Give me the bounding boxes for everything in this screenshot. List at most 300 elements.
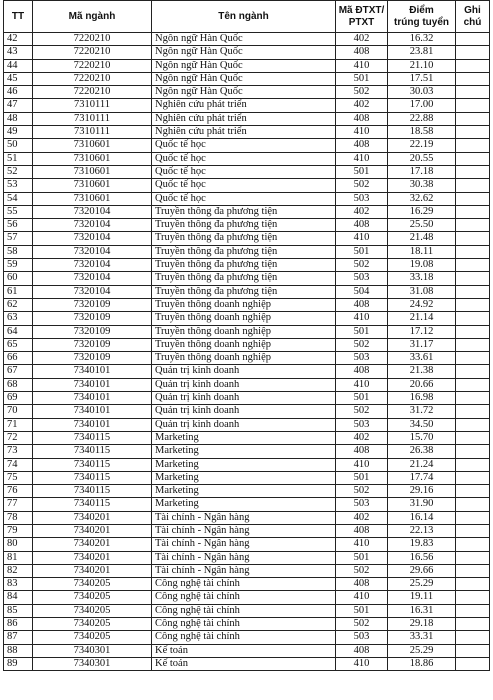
row-diem-cell: 33.18 (388, 272, 456, 285)
row-ten-nganh-cell: Nghiên cứu phát triển (152, 126, 336, 139)
table-row (4, 392, 490, 405)
table-row (4, 112, 490, 125)
row-ma-nganh-cell: 7340115 (33, 431, 152, 444)
row-ma-nganh-cell: 7340115 (33, 485, 152, 498)
row-ghi-chu-cell (456, 179, 490, 192)
row-ten-nganh-cell: Quốc tế học (152, 179, 336, 192)
row-ma-nganh-cell: 7310601 (33, 165, 152, 178)
row-ma-nganh-cell: 7310601 (33, 192, 152, 205)
row-tt-cell: 49 (4, 126, 33, 139)
row-diem-cell: 15.70 (388, 431, 456, 444)
row-ghi-chu-cell (456, 418, 490, 431)
row-ma-dtxt-cell: 503 (336, 418, 388, 431)
row-ghi-chu-cell (456, 219, 490, 232)
row-ma-dtxt-cell: 410 (336, 458, 388, 471)
row-ma-dtxt-cell: 410 (336, 312, 388, 325)
row-ghi-chu-cell (456, 657, 490, 670)
row-ten-nganh-cell: Quốc tế học (152, 152, 336, 165)
row-ghi-chu-cell (456, 112, 490, 125)
table-row (4, 312, 490, 325)
row-diem-cell: 31.17 (388, 338, 456, 351)
row-tt-cell: 85 (4, 604, 33, 617)
header-ghi-chu-line2: chú (463, 16, 482, 28)
table-row (4, 378, 490, 391)
table-row (4, 219, 490, 232)
row-diem-cell: 19.83 (388, 538, 456, 551)
row-ten-nganh-cell: Marketing (152, 498, 336, 511)
row-diem-cell: 22.88 (388, 112, 456, 125)
row-ten-nganh-cell: Tài chính - Ngân hàng (152, 538, 336, 551)
table-row (4, 471, 490, 484)
row-ma-nganh-cell: 7310601 (33, 179, 152, 192)
row-ghi-chu-cell (456, 378, 490, 391)
row-ma-dtxt-cell: 504 (336, 285, 388, 298)
row-tt-cell: 80 (4, 538, 33, 551)
row-tt-cell: 60 (4, 272, 33, 285)
row-tt-cell: 81 (4, 551, 33, 564)
row-tt-cell: 89 (4, 657, 33, 670)
row-ma-dtxt-cell: 501 (336, 325, 388, 338)
row-ma-dtxt-cell: 408 (336, 46, 388, 59)
row-ma-dtxt-cell: 502 (336, 86, 388, 99)
row-ma-dtxt-cell: 501 (336, 165, 388, 178)
row-diem-cell: 19.08 (388, 259, 456, 272)
table-row (4, 325, 490, 338)
row-ten-nganh-cell: Truyền thông doanh nghiệp (152, 312, 336, 325)
header-ten-nganh: Tên ngành (152, 1, 336, 33)
row-ma-nganh-cell: 7340205 (33, 591, 152, 604)
table-row (4, 604, 490, 617)
row-ma-dtxt-cell: 410 (336, 657, 388, 670)
row-diem-cell: 18.11 (388, 245, 456, 258)
row-ghi-chu-cell (456, 152, 490, 165)
row-ma-dtxt-cell: 402 (336, 33, 388, 46)
row-ma-dtxt-cell: 402 (336, 99, 388, 112)
row-ma-dtxt-cell: 410 (336, 591, 388, 604)
row-ma-dtxt-cell: 501 (336, 604, 388, 617)
row-ten-nganh-cell: Tài chính - Ngân hàng (152, 511, 336, 524)
row-ghi-chu-cell (456, 86, 490, 99)
row-ma-nganh-cell: 7340201 (33, 538, 152, 551)
row-ten-nganh-cell: Truyền thông doanh nghiệp (152, 338, 336, 351)
table-row (4, 564, 490, 577)
row-tt-cell: 61 (4, 285, 33, 298)
row-ma-dtxt-cell: 408 (336, 365, 388, 378)
row-ghi-chu-cell (456, 245, 490, 258)
row-ten-nganh-cell: Quản trị kinh doanh (152, 405, 336, 418)
row-diem-cell: 34.50 (388, 418, 456, 431)
row-ten-nganh-cell: Công nghệ tài chính (152, 604, 336, 617)
table-row (4, 644, 490, 657)
row-ma-dtxt-cell: 410 (336, 378, 388, 391)
row-diem-cell: 21.10 (388, 59, 456, 72)
row-ma-nganh-cell: 7310111 (33, 112, 152, 125)
table-row (4, 551, 490, 564)
row-ma-dtxt-cell: 503 (336, 631, 388, 644)
admission-scores-table (3, 0, 490, 671)
row-ghi-chu-cell (456, 458, 490, 471)
row-ghi-chu-cell (456, 445, 490, 458)
row-ma-dtxt-cell: 408 (336, 139, 388, 152)
row-ma-dtxt-cell: 402 (336, 431, 388, 444)
row-ghi-chu-cell (456, 205, 490, 218)
row-tt-cell: 47 (4, 99, 33, 112)
row-tt-cell: 75 (4, 471, 33, 484)
row-ghi-chu-cell (456, 325, 490, 338)
row-ten-nganh-cell: Ngôn ngữ Hàn Quốc (152, 72, 336, 85)
row-ma-dtxt-cell: 502 (336, 564, 388, 577)
row-ma-nganh-cell: 7340101 (33, 405, 152, 418)
table-row (4, 33, 490, 46)
table-row (4, 165, 490, 178)
row-ghi-chu-cell (456, 591, 490, 604)
row-ten-nganh-cell: Quản trị kinh doanh (152, 378, 336, 391)
table-row (4, 245, 490, 258)
row-diem-cell: 17.74 (388, 471, 456, 484)
row-diem-cell: 22.13 (388, 524, 456, 537)
row-diem-cell: 21.24 (388, 458, 456, 471)
row-tt-cell: 45 (4, 72, 33, 85)
row-tt-cell: 86 (4, 618, 33, 631)
row-ghi-chu-cell (456, 352, 490, 365)
row-ten-nganh-cell: Kế toán (152, 657, 336, 670)
table-row (4, 365, 490, 378)
row-ghi-chu-cell (456, 285, 490, 298)
row-diem-cell: 21.38 (388, 365, 456, 378)
row-ma-dtxt-cell: 502 (336, 485, 388, 498)
admission-scores-sheet (3, 0, 489, 671)
row-ghi-chu-cell (456, 524, 490, 537)
row-ghi-chu-cell (456, 578, 490, 591)
row-ma-nganh-cell: 7340101 (33, 378, 152, 391)
row-ten-nganh-cell: Công nghệ tài chính (152, 591, 336, 604)
row-diem-cell: 26.38 (388, 445, 456, 458)
row-ma-dtxt-cell: 501 (336, 72, 388, 85)
table-row (4, 431, 490, 444)
row-ten-nganh-cell: Quản trị kinh doanh (152, 418, 336, 431)
row-diem-cell: 18.86 (388, 657, 456, 670)
row-tt-cell: 87 (4, 631, 33, 644)
table-row (4, 126, 490, 139)
row-ghi-chu-cell (456, 511, 490, 524)
row-diem-cell: 18.58 (388, 126, 456, 139)
row-ma-dtxt-cell: 502 (336, 405, 388, 418)
row-ma-dtxt-cell: 408 (336, 219, 388, 232)
row-diem-cell: 17.00 (388, 99, 456, 112)
row-diem-cell: 31.90 (388, 498, 456, 511)
row-tt-cell: 66 (4, 352, 33, 365)
row-ma-dtxt-cell: 502 (336, 618, 388, 631)
row-diem-cell: 25.50 (388, 219, 456, 232)
row-ghi-chu-cell (456, 46, 490, 59)
row-tt-cell: 69 (4, 392, 33, 405)
row-ghi-chu-cell (456, 564, 490, 577)
row-tt-cell: 78 (4, 511, 33, 524)
table-row (4, 591, 490, 604)
row-ma-dtxt-cell: 501 (336, 245, 388, 258)
row-tt-cell: 64 (4, 325, 33, 338)
row-ghi-chu-cell (456, 165, 490, 178)
row-ten-nganh-cell: Công nghệ tài chính (152, 578, 336, 591)
row-ghi-chu-cell (456, 485, 490, 498)
row-ma-nganh-cell: 7340201 (33, 551, 152, 564)
row-ma-nganh-cell: 7340101 (33, 418, 152, 431)
row-ghi-chu-cell (456, 312, 490, 325)
row-tt-cell: 84 (4, 591, 33, 604)
row-ten-nganh-cell: Truyền thông đa phương tiện (152, 205, 336, 218)
row-tt-cell: 56 (4, 219, 33, 232)
row-ma-dtxt-cell: 408 (336, 445, 388, 458)
row-ten-nganh-cell: Kế toán (152, 644, 336, 657)
table-row (4, 46, 490, 59)
row-tt-cell: 54 (4, 192, 33, 205)
table-row (4, 99, 490, 112)
table-row (4, 511, 490, 524)
row-ghi-chu-cell (456, 431, 490, 444)
row-tt-cell: 68 (4, 378, 33, 391)
row-ma-nganh-cell: 7340115 (33, 498, 152, 511)
row-ghi-chu-cell (456, 618, 490, 631)
table-row (4, 152, 490, 165)
row-ten-nganh-cell: Truyền thông đa phương tiện (152, 259, 336, 272)
row-ten-nganh-cell: Truyền thông đa phương tiện (152, 272, 336, 285)
row-ma-nganh-cell: 7340201 (33, 524, 152, 537)
row-ma-nganh-cell: 7340201 (33, 511, 152, 524)
row-tt-cell: 52 (4, 165, 33, 178)
row-ten-nganh-cell: Truyền thông đa phương tiện (152, 285, 336, 298)
row-tt-cell: 42 (4, 33, 33, 46)
row-ma-nganh-cell: 7340301 (33, 644, 152, 657)
row-ten-nganh-cell: Ngôn ngữ Hàn Quốc (152, 46, 336, 59)
row-diem-cell: 23.81 (388, 46, 456, 59)
row-ten-nganh-cell: Marketing (152, 458, 336, 471)
row-tt-cell: 82 (4, 564, 33, 577)
row-ma-dtxt-cell: 410 (336, 59, 388, 72)
row-tt-cell: 59 (4, 259, 33, 272)
row-ma-nganh-cell: 7310111 (33, 126, 152, 139)
table-row (4, 59, 490, 72)
row-ma-nganh-cell: 7220210 (33, 59, 152, 72)
row-ghi-chu-cell (456, 192, 490, 205)
row-ma-dtxt-cell: 502 (336, 179, 388, 192)
row-tt-cell: 53 (4, 179, 33, 192)
row-diem-cell: 20.55 (388, 152, 456, 165)
row-diem-cell: 25.29 (388, 644, 456, 657)
header-diem-line2: trúng tuyển (394, 16, 449, 28)
row-ma-dtxt-cell: 501 (336, 392, 388, 405)
table-row (4, 618, 490, 631)
row-ma-nganh-cell: 7340205 (33, 604, 152, 617)
row-diem-cell: 21.48 (388, 232, 456, 245)
row-ma-nganh-cell: 7320104 (33, 245, 152, 258)
row-ma-nganh-cell: 7340205 (33, 631, 152, 644)
row-ten-nganh-cell: Tài chính - Ngân hàng (152, 524, 336, 537)
table-row (4, 205, 490, 218)
row-diem-cell: 16.14 (388, 511, 456, 524)
table-row (4, 139, 490, 152)
header-diem-line1: Điểm (409, 4, 434, 16)
row-ghi-chu-cell (456, 33, 490, 46)
row-ten-nganh-cell: Truyền thông doanh nghiệp (152, 352, 336, 365)
row-tt-cell: 72 (4, 431, 33, 444)
row-ma-nganh-cell: 7220210 (33, 72, 152, 85)
row-ma-dtxt-cell: 408 (336, 298, 388, 311)
row-ma-nganh-cell: 7320104 (33, 219, 152, 232)
row-tt-cell: 50 (4, 139, 33, 152)
row-tt-cell: 43 (4, 46, 33, 59)
row-ghi-chu-cell (456, 551, 490, 564)
row-ten-nganh-cell: Nghiên cứu phát triển (152, 112, 336, 125)
row-ma-dtxt-cell: 408 (336, 644, 388, 657)
row-tt-cell: 83 (4, 578, 33, 591)
row-ten-nganh-cell: Marketing (152, 431, 336, 444)
table-row (4, 298, 490, 311)
row-diem-cell: 20.66 (388, 378, 456, 391)
row-ma-nganh-cell: 7220210 (33, 46, 152, 59)
header-tt: TT (4, 1, 33, 33)
row-ten-nganh-cell: Truyền thông doanh nghiệp (152, 325, 336, 338)
row-diem-cell: 17.18 (388, 165, 456, 178)
row-ten-nganh-cell: Quốc tế học (152, 192, 336, 205)
row-ma-nganh-cell: 7320104 (33, 205, 152, 218)
table-body (4, 33, 490, 671)
row-tt-cell: 57 (4, 232, 33, 245)
row-ten-nganh-cell: Marketing (152, 471, 336, 484)
row-diem-cell: 29.18 (388, 618, 456, 631)
row-tt-cell: 46 (4, 86, 33, 99)
row-ten-nganh-cell: Quốc tế học (152, 165, 336, 178)
row-diem-cell: 16.56 (388, 551, 456, 564)
row-diem-cell: 25.29 (388, 578, 456, 591)
row-ma-dtxt-cell: 502 (336, 338, 388, 351)
row-tt-cell: 62 (4, 298, 33, 311)
table-row (4, 179, 490, 192)
row-diem-cell: 29.66 (388, 564, 456, 577)
row-ma-nganh-cell: 7320104 (33, 232, 152, 245)
row-ma-nganh-cell: 7320109 (33, 298, 152, 311)
table-row (4, 485, 490, 498)
row-ma-nganh-cell: 7320109 (33, 352, 152, 365)
row-diem-cell: 16.32 (388, 33, 456, 46)
row-ten-nganh-cell: Ngôn ngữ Hàn Quốc (152, 59, 336, 72)
row-ma-nganh-cell: 7220210 (33, 33, 152, 46)
table-row (4, 405, 490, 418)
row-ma-dtxt-cell: 408 (336, 524, 388, 537)
row-diem-cell: 22.19 (388, 139, 456, 152)
row-ma-dtxt-cell: 402 (336, 205, 388, 218)
row-ten-nganh-cell: Marketing (152, 445, 336, 458)
row-diem-cell: 29.16 (388, 485, 456, 498)
table-row (4, 86, 490, 99)
row-ten-nganh-cell: Quốc tế học (152, 139, 336, 152)
row-diem-cell: 19.11 (388, 591, 456, 604)
row-ten-nganh-cell: Công nghệ tài chính (152, 631, 336, 644)
row-diem-cell: 31.72 (388, 405, 456, 418)
table-row (4, 192, 490, 205)
row-ghi-chu-cell (456, 126, 490, 139)
row-ten-nganh-cell: Truyền thông đa phương tiện (152, 232, 336, 245)
header-ma-nganh: Mã ngành (33, 1, 152, 33)
row-tt-cell: 74 (4, 458, 33, 471)
row-diem-cell: 24.92 (388, 298, 456, 311)
row-ma-dtxt-cell: 402 (336, 511, 388, 524)
header-diem-trung-tuyen (388, 1, 456, 33)
row-tt-cell: 88 (4, 644, 33, 657)
row-ghi-chu-cell (456, 365, 490, 378)
row-ghi-chu-cell (456, 471, 490, 484)
row-ten-nganh-cell: Marketing (152, 485, 336, 498)
table-row (4, 72, 490, 85)
header-ma-dtxt-line1: Mã ĐTXT/ (338, 4, 385, 16)
header-ma-dtxt (336, 1, 388, 33)
table-row (4, 352, 490, 365)
table-row (4, 538, 490, 551)
row-tt-cell: 44 (4, 59, 33, 72)
row-ten-nganh-cell: Quản trị kinh doanh (152, 365, 336, 378)
row-diem-cell: 32.62 (388, 192, 456, 205)
row-ghi-chu-cell (456, 259, 490, 272)
row-ma-nganh-cell: 7310601 (33, 139, 152, 152)
table-row (4, 259, 490, 272)
row-ma-dtxt-cell: 503 (336, 498, 388, 511)
table-row (4, 232, 490, 245)
row-diem-cell: 17.12 (388, 325, 456, 338)
row-ma-nganh-cell: 7340301 (33, 657, 152, 670)
row-ten-nganh-cell: Nghiên cứu phát triển (152, 99, 336, 112)
row-ghi-chu-cell (456, 272, 490, 285)
row-tt-cell: 76 (4, 485, 33, 498)
row-ma-nganh-cell: 7340205 (33, 578, 152, 591)
table-row (4, 338, 490, 351)
row-ma-nganh-cell: 7340101 (33, 392, 152, 405)
row-ma-dtxt-cell: 408 (336, 112, 388, 125)
row-ten-nganh-cell: Quản trị kinh doanh (152, 392, 336, 405)
row-tt-cell: 55 (4, 205, 33, 218)
row-ten-nganh-cell: Ngôn ngữ Hàn Quốc (152, 33, 336, 46)
row-ma-dtxt-cell: 503 (336, 272, 388, 285)
table-row (4, 458, 490, 471)
table-row (4, 524, 490, 537)
row-ma-nganh-cell: 7340115 (33, 458, 152, 471)
row-tt-cell: 77 (4, 498, 33, 511)
row-tt-cell: 70 (4, 405, 33, 418)
row-ghi-chu-cell (456, 631, 490, 644)
row-ghi-chu-cell (456, 604, 490, 617)
row-ghi-chu-cell (456, 59, 490, 72)
row-ghi-chu-cell (456, 538, 490, 551)
row-tt-cell: 48 (4, 112, 33, 125)
row-ma-nganh-cell: 7320109 (33, 338, 152, 351)
row-ghi-chu-cell (456, 392, 490, 405)
row-ma-dtxt-cell: 503 (336, 352, 388, 365)
table-row (4, 285, 490, 298)
row-ma-dtxt-cell: 501 (336, 471, 388, 484)
row-tt-cell: 71 (4, 418, 33, 431)
row-ten-nganh-cell: Truyền thông đa phương tiện (152, 245, 336, 258)
table-row (4, 418, 490, 431)
row-tt-cell: 65 (4, 338, 33, 351)
row-ghi-chu-cell (456, 72, 490, 85)
row-ma-dtxt-cell: 501 (336, 551, 388, 564)
row-ma-nganh-cell: 7320109 (33, 325, 152, 338)
row-ma-dtxt-cell: 408 (336, 578, 388, 591)
row-tt-cell: 63 (4, 312, 33, 325)
row-diem-cell: 33.61 (388, 352, 456, 365)
row-ten-nganh-cell: Truyền thông doanh nghiệp (152, 298, 336, 311)
row-ten-nganh-cell: Ngôn ngữ Hàn Quốc (152, 86, 336, 99)
row-ghi-chu-cell (456, 99, 490, 112)
row-tt-cell: 67 (4, 365, 33, 378)
